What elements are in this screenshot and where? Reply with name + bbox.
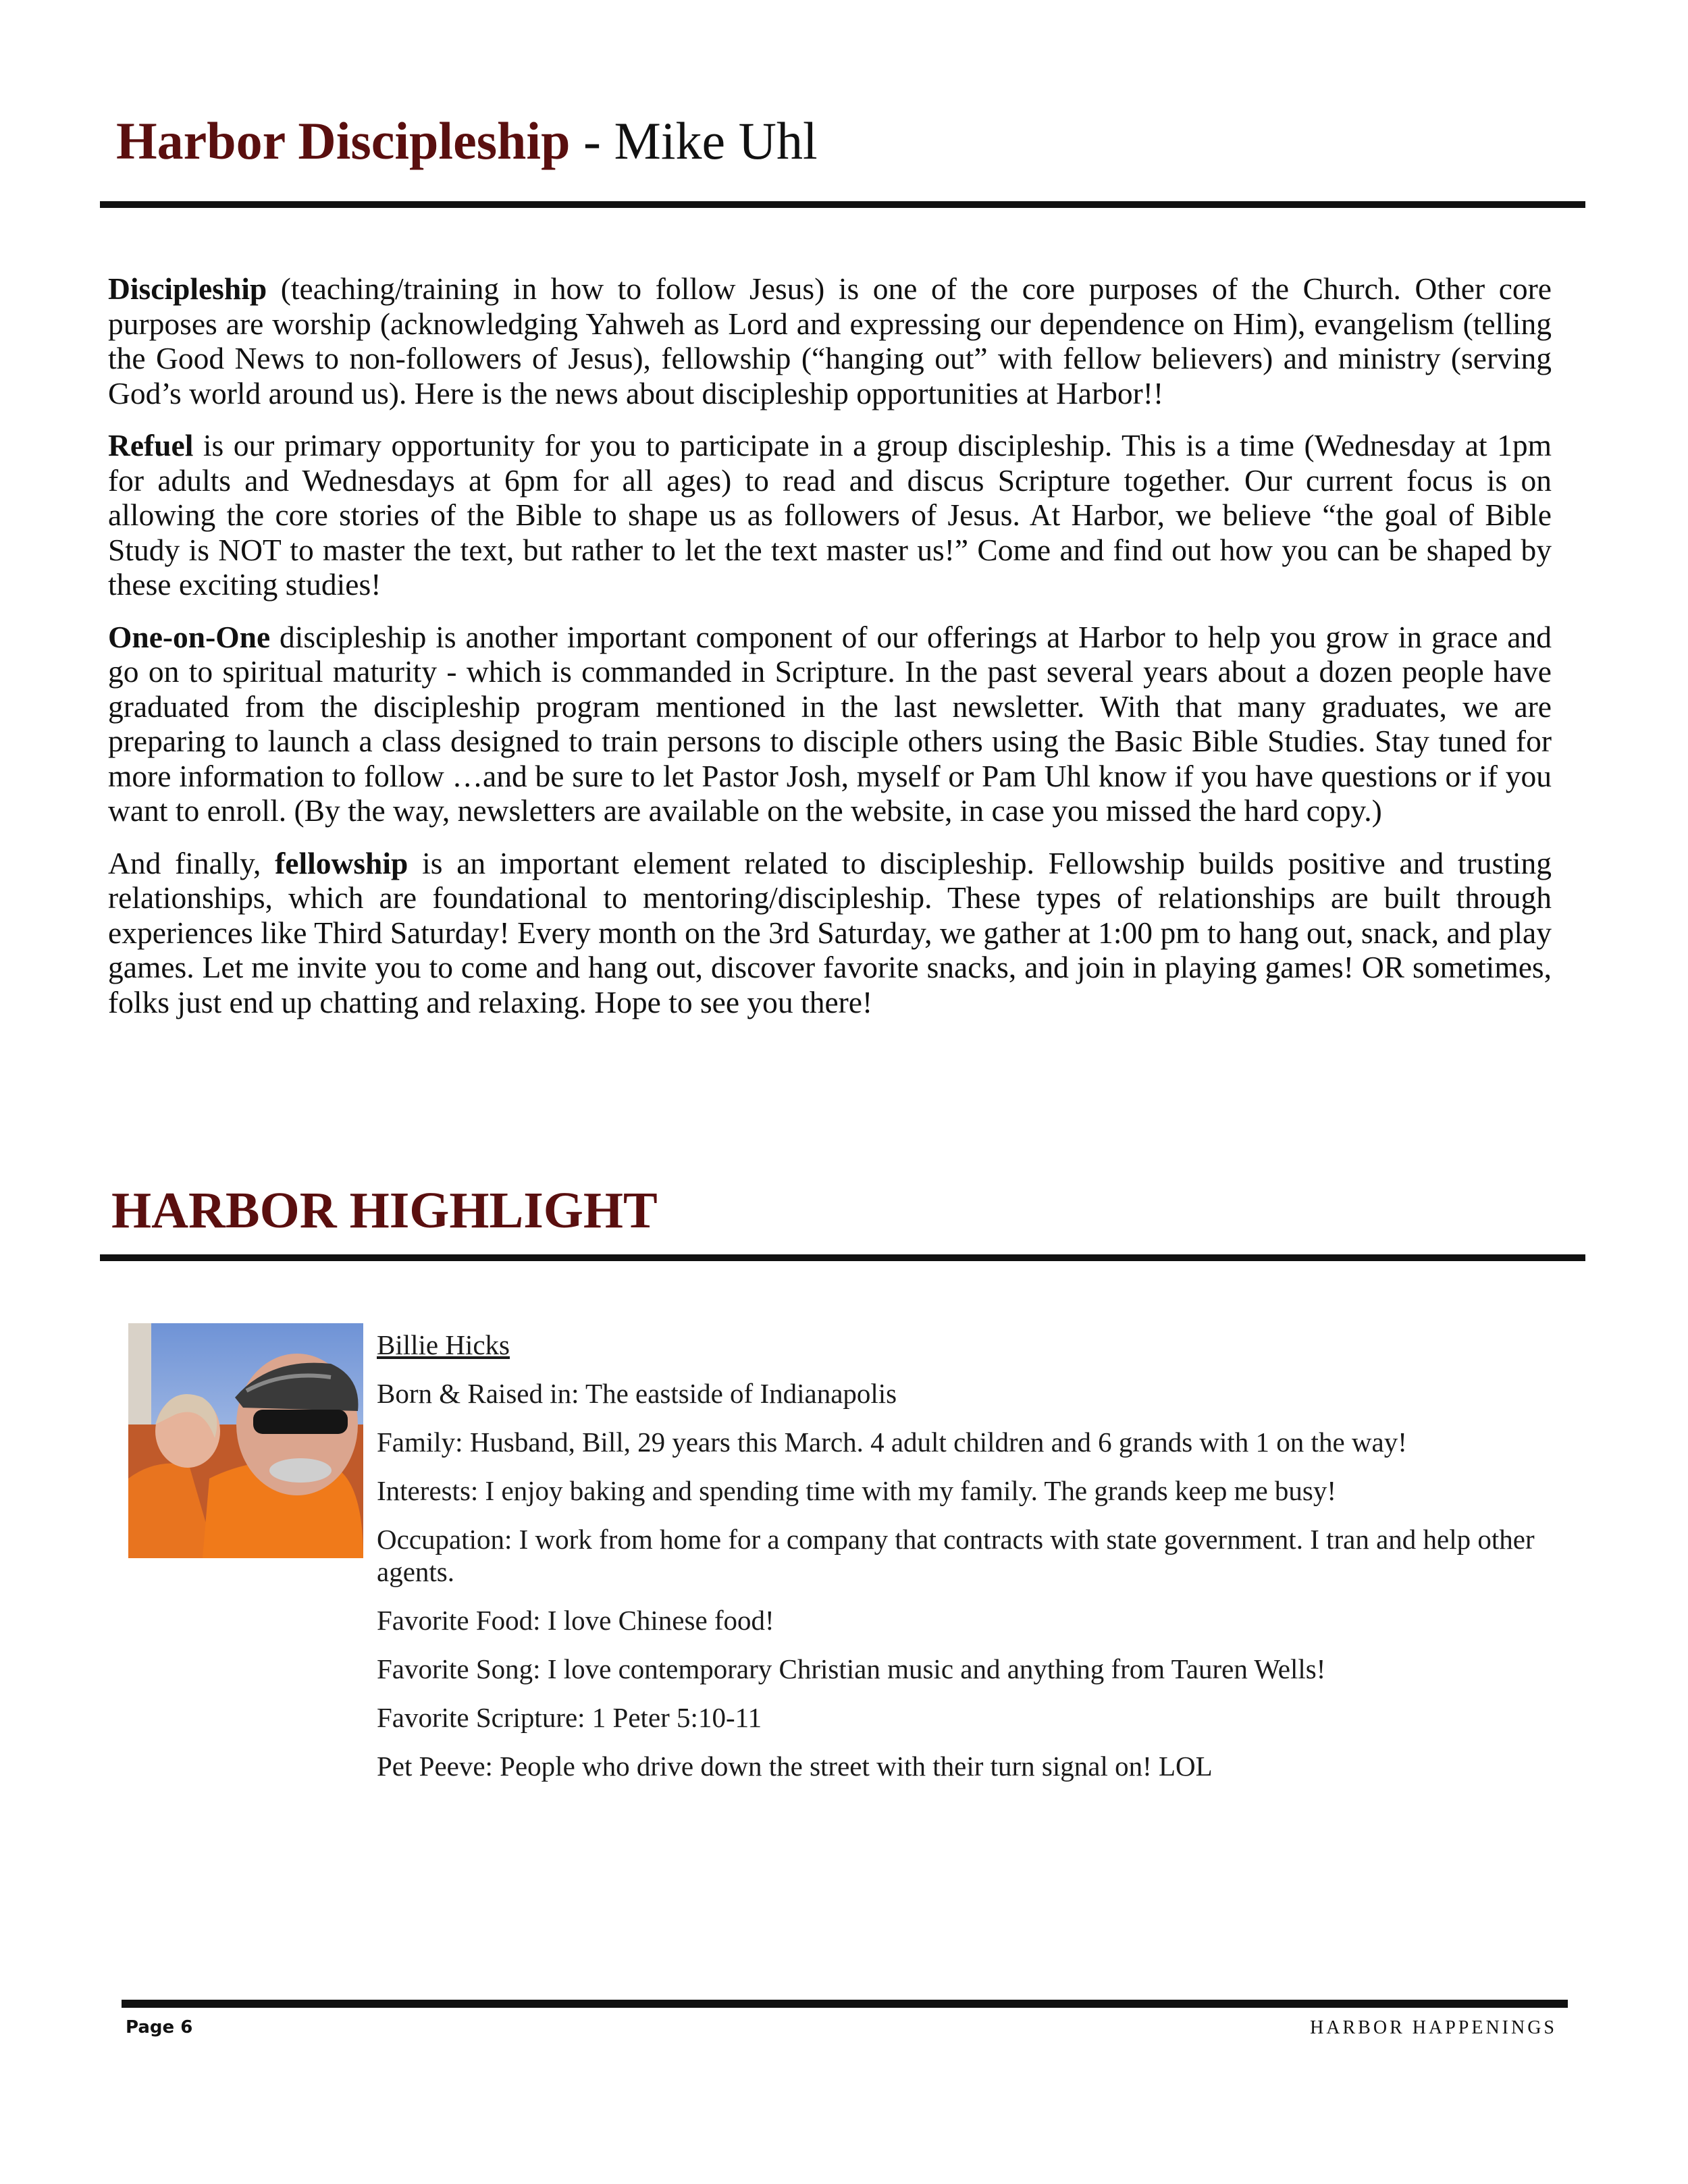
paragraph-text: discipleship is another important component of our offerings at Harbor to help you grow in grace and go on to spiritual maturity - which is commanded in Scripture. In the past several years about a dozen people have graduated from the discipleship program mentioned in the last newsletter. With that many graduates, we are preparing to launch a class designed to train persons to disciple others using the Basic Bible Studies. Stay tuned for more information to follow …and be sure to let Pastor Josh, myself or Pam Uhl know if you have questions or if you want to enroll. (By the way, newsletters are available on the website, in case you missed the hard copy.): [108, 619, 1552, 828]
profile-name: Billie Hicks: [377, 1329, 510, 1360]
profile-family: Family: Husband, Bill, 29 years this March. 4 adult children and 6 grands with 1 on the way!: [377, 1427, 1407, 1458]
term-refuel: Refuel: [108, 428, 194, 462]
profile-born-raised: Born & Raised in: The eastside of Indianapolis: [377, 1378, 897, 1409]
profile-occupation: Occupation: I work from home for a company that contracts with state government. I tran and help other agents.: [377, 1524, 1535, 1587]
profile-photo: [128, 1323, 363, 1558]
publication-name: HARBOR HAPPENINGS: [1310, 2017, 1557, 2038]
article-title: [116, 111, 818, 171]
paragraph-lead: And finally,: [108, 845, 275, 880]
paragraph-refuel: [108, 428, 1552, 602]
paragraph-text: is our primary opportunity for you to participate in a group discipleship. This is a time (Wednesday at 1pm for adults and Wednesdays at 6pm for all ages) to read and discus Scripture together. Our current focus is on allowing the core stories of the Bible to shape us as followers of Jesus. At Harbor, we believe “the goal of Bible Study is NOT to master the text, but rather to let the text master us!” Come and find out how you can be shaped by these exciting studies!: [108, 428, 1552, 602]
profile-pet-peeve: Pet Peeve: People who drive down the street with their turn signal on! LOL: [377, 1751, 1213, 1782]
highlight-rule: [100, 1254, 1585, 1261]
title-rule: [100, 201, 1585, 208]
paragraph-discipleship: [108, 271, 1552, 410]
profile-favorite-scripture: Favorite Scripture: 1 Peter 5:10-11: [377, 1702, 762, 1733]
footer-rule: [122, 2000, 1568, 2008]
article-title-main: Harbor Discipleship: [116, 111, 571, 170]
title-separator: -: [570, 111, 614, 170]
term-discipleship: Discipleship: [108, 271, 267, 306]
profile-photo-illustration: [128, 1323, 363, 1558]
paragraph-text: is an important element related to discipleship. Fellowship builds positive and trusting relationships, which are foundational to mentoring/discipleship. These types of relationships are built through experiences like Third Saturday! Every month on the 3rd Saturday, we gather at 1:00 pm to hang out, snack, and play games. Let me invite you to come and hang out, discover favorite snacks, and join in playing games! OR sometimes, folks just end up chatting and relaxing. Hope to see you there!: [108, 845, 1552, 1019]
page-number: Page 6: [126, 2017, 193, 2037]
paragraph-fellowship: [108, 846, 1552, 1020]
profile-interests: Interests: I enjoy baking and spending time with my family. The grands keep me busy!: [377, 1475, 1337, 1506]
term-one-on-one: One-on-One: [108, 619, 271, 654]
profile-favorite-food: Favorite Food: I love Chinese food!: [377, 1605, 774, 1636]
highlight-profile: [377, 1329, 1565, 1799]
profile-favorite-song: Favorite Song: I love contemporary Christian music and anything from Tauren Wells!: [377, 1653, 1326, 1684]
paragraph-one-on-one: [108, 620, 1552, 828]
term-fellowship: fellowship: [275, 845, 408, 880]
paragraph-text: (teaching/training in how to follow Jesus) is one of the core purposes of the Church. Other core purposes are worship (acknowledging Yahweh as Lord and expressing our dependence on Him), evangelism (telling the Good News to non-followers of Jesus), fellowship (“hanging out” with fellow believers) and ministry (serving God’s world around us). Here is the news about discipleship opportunities at Harbor!!: [108, 271, 1552, 410]
article-author: Mike Uhl: [614, 111, 818, 170]
article-body: [108, 271, 1552, 1037]
highlight-title: HARBOR HIGHLIGHT: [111, 1182, 658, 1239]
